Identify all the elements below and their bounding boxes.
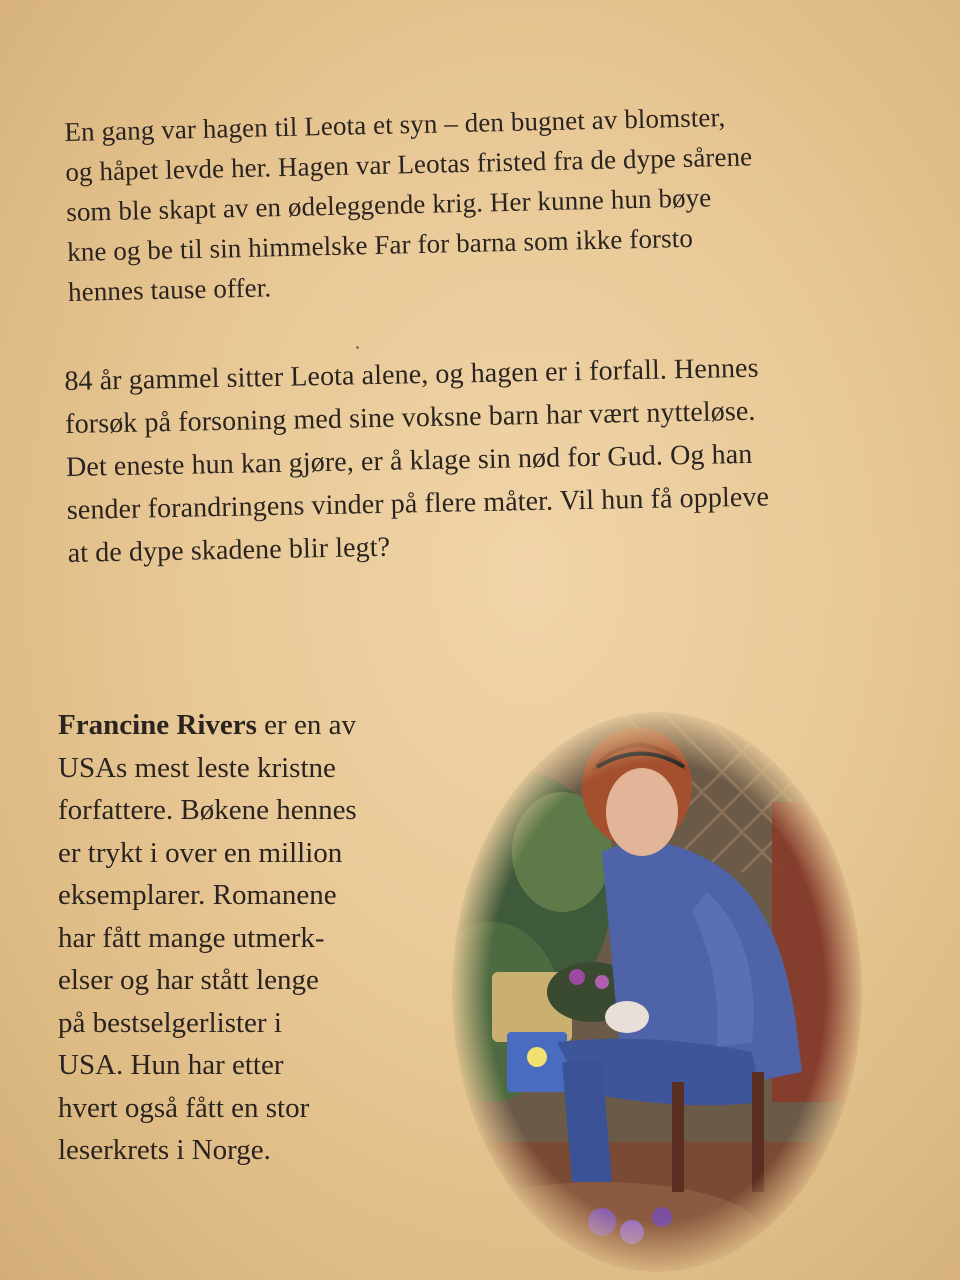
blurb-line: Det eneste hun kan gjøre, er å klage sin nød for Gud. Og han: [65, 438, 753, 483]
author-name: Francine Rivers: [58, 709, 257, 741]
blurb-line: og håpet levde her. Hagen var Leotas fristed fra de dype sårene: [65, 141, 753, 187]
blurb-line: En gang var hagen til Leota et syn – den bugnet av blomster,: [64, 102, 726, 147]
blurb-line: hennes tause offer.: [67, 272, 272, 307]
author-bio-first-line: [58, 704, 438, 747]
author-bio: [58, 704, 438, 1172]
author-bio-line: på bestselgerlister i: [58, 1006, 282, 1039]
blurb-line: 84 år gammel sitter Leota alene, og hagen er i forfall. Hennes: [64, 352, 759, 397]
author-photo: [452, 712, 862, 1272]
author-bio-line: hvert også fått en stor: [58, 1091, 310, 1124]
author-bio-line: elser og har stått lenge: [58, 964, 319, 996]
author-bio-line: USAs mest leste kristne: [58, 751, 336, 784]
blurb-line: sender forandringens vinder på flere måter. Vil hun få oppleve: [66, 481, 770, 526]
paper-speck: [356, 346, 359, 349]
blurb-paragraph-2: [64, 343, 948, 575]
blurb-line: kne og be til sin himmelske Far for barna som ikke forsto: [66, 222, 694, 267]
author-photo-illustration: [452, 712, 862, 1272]
blurb-line: forsøk på forsoning med sine voksne barn har vært nytteløse.: [64, 395, 756, 440]
author-bio-line: eksemplarer. Romanene: [58, 879, 337, 911]
blurb-line: at de dype skadene blir legt?: [67, 531, 391, 569]
author-bio-line: leserkrets i Norge.: [58, 1134, 271, 1166]
author-bio-line: er trykt i over en million: [58, 836, 343, 869]
author-bio-line: forfattere. Bøkene hennes: [58, 794, 357, 826]
author-bio-text: er en av: [256, 709, 356, 741]
blurb-line: som ble skapt av en ødeleggende krig. Her kunne hun bøye: [65, 182, 712, 227]
author-bio-line: har fått mange utmerk-: [58, 921, 325, 954]
blurb-paragraph-1: [64, 92, 948, 312]
author-bio-line: USA. Hun har etter: [58, 1049, 284, 1081]
